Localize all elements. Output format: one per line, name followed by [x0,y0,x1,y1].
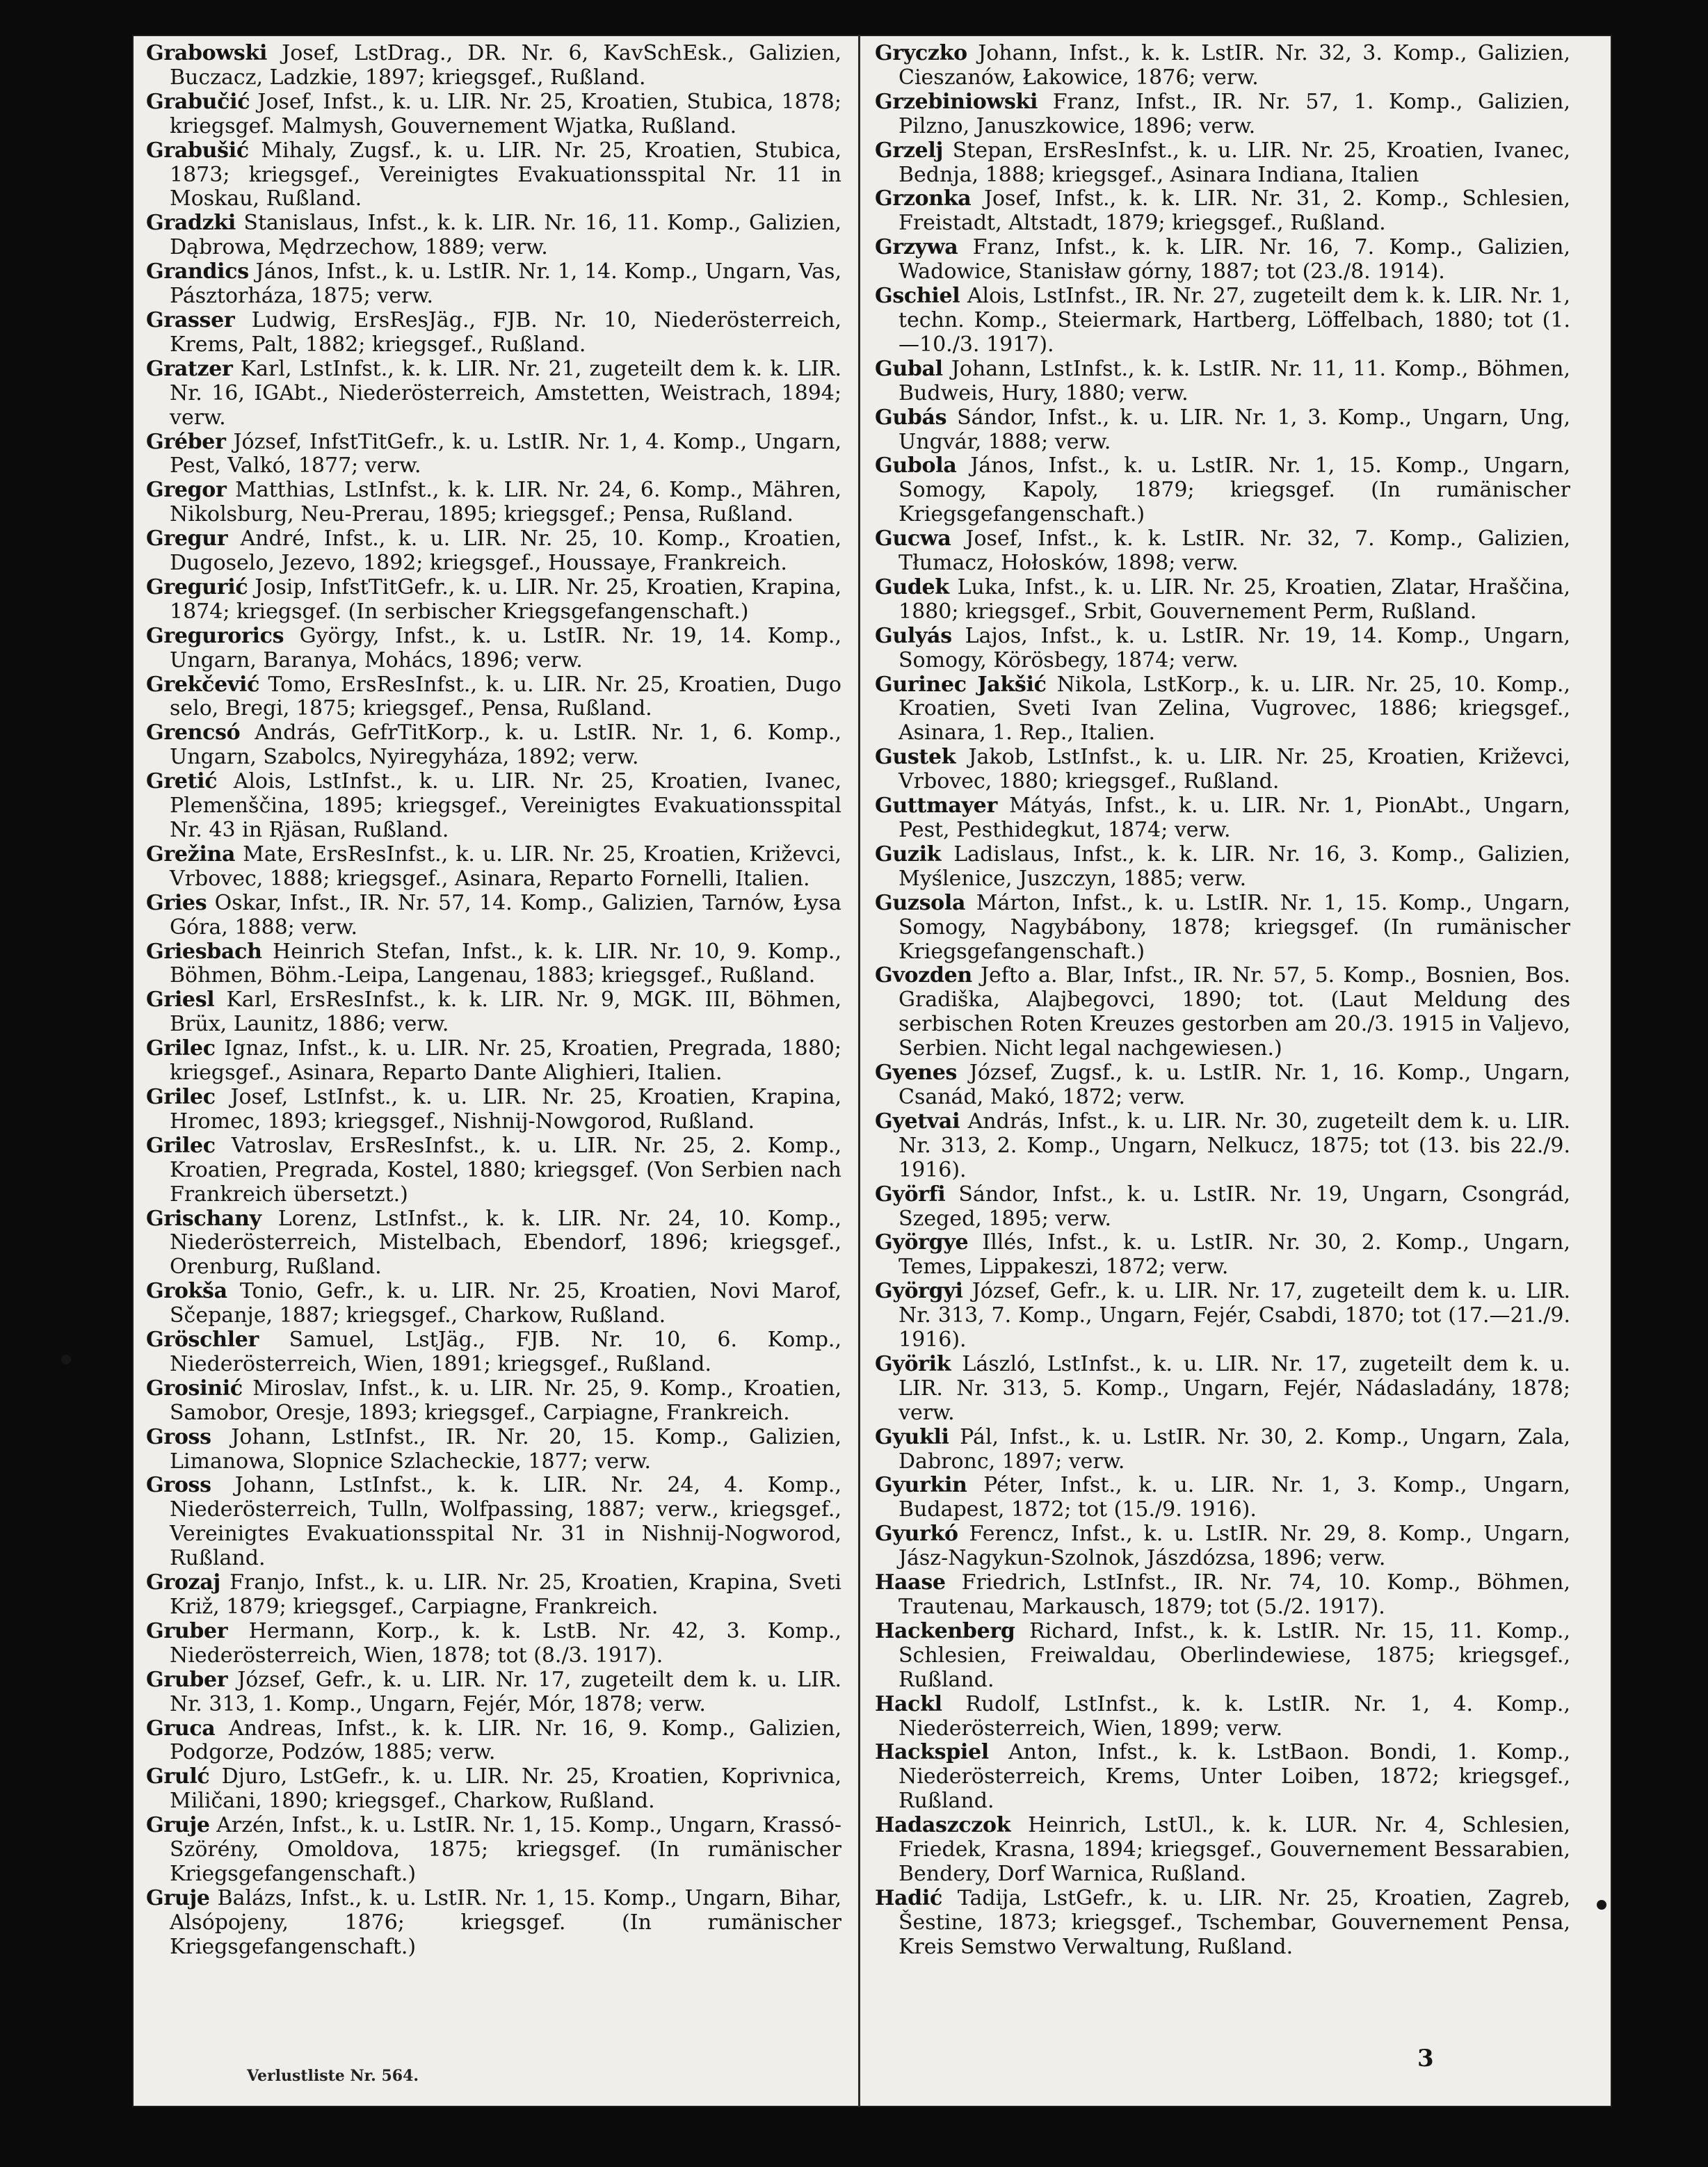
list-entry [875,1571,1570,1620]
entry-surname: Gyurkin [875,1473,967,1498]
list-entry [146,1620,841,1668]
entry-surname: Gradzki [146,211,236,236]
list-entry [875,1061,1570,1110]
entry-details: Alois, LstInfst., k. u. LIR. Nr. 25, Kroatien, Ivanec, Plemenščina, 1895; kriegsgef., Vereinigtes Evakuationsspital Nr. 43 in Rjäsan, Rußland. [170,769,841,842]
entry-details: Josef, Infst., k. k. LstIR. Nr. 32, 7. Komp., Galizien, Tłumacz, Hołosków, 1898; verw. [899,526,1570,576]
entry-surname: Gross [146,1473,211,1498]
list-entry [875,1474,1570,1522]
list-entry [875,187,1570,236]
entry-details: János, Infst., k. u. LstIR. Nr. 1, 15. Komp., Ungarn, Somogy, Kapoly, 1879; kriegsgef. (In rumänischer Kriegsgefangenschaft.) [899,453,1570,527]
entry-details: Pál, Infst., k. u. LstIR. Nr. 30, 2. Komp., Ungarn, Zala, Dabronc, 1897; verw. [899,1424,1570,1474]
list-entry [875,625,1570,673]
entry-details: András, Infst., k. u. LIR. Nr. 30, zugeteilt dem k. u. LIR. Nr. 313, 2. Komp., Ungarn, Nelkucz, 1875; tot (13. bis 22./9. 1916). [899,1109,1570,1182]
list-entry [146,988,841,1037]
entry-details: Josef, LstInfst., k. u. LIR. Nr. 25, Kroatien, Krapina, Hromec, 1893; kriegsgef., Nishnij-Nowgorod, Rußland. [170,1084,841,1134]
entry-surname: Gretić [146,769,218,794]
entry-surname: Guttmayer [875,794,997,819]
list-entry [875,746,1570,794]
list-entry [146,1207,841,1280]
entry-details: Lorenz, LstInfst., k. k. LIR. Nr. 24, 10. Komp., Niederösterreich, Mistelbach, Ebendorf, 1896; kriegsgef., Orenburg, Rußland. [170,1206,841,1280]
entry-surname: Grokša [146,1279,227,1304]
entry-details: André, Infst., k. u. LIR. Nr. 25, 10. Komp., Kroatien, Dugoselo, Jezevo, 1892; kriegsgef., Houssaye, Frankreich. [170,526,841,576]
entry-details: Heinrich, LstUl., k. k. LUR. Nr. 4, Schlesien, Friedek, Krasna, 1894; kriegsgef., Gouvernement Bessarabien, Bendery, Dorf Warnica, Rußland. [899,1813,1570,1886]
entry-details: Johann, Infst., k. k. LstIR. Nr. 32, 3. Komp., Galizien, Cieszanów, Łakowice, 1876; verw. [899,41,1570,90]
entry-details: Franz, Infst., k. k. LIR. Nr. 16, 7. Komp., Galizien, Wadowice, Stanisław górny, 1887; tot (23./8. 1914). [899,235,1570,284]
entry-surname: Grabučić [146,89,250,114]
entry-details: Franjo, Infst., k. u. LIR. Nr. 25, Kroatien, Krapina, Sveti Križ, 1879; kriegsgef., Carpiagne, Frankreich. [170,1570,841,1619]
entry-details: Karl, LstInfst., k. k. LIR. Nr. 21, zugeteilt dem k. k. LIR. Nr. 16, IGAbt., Niederösterreich, Amstetten, Weistrach, 1894; verw. [170,356,841,430]
entry-surname: Guzsola [875,890,966,915]
entry-details: Richard, Infst., k. k. LstIR. Nr. 15, 11. Komp., Schlesien, Freiwaldau, Oberlindewiese, 1875; kriegsgef., Rußland. [899,1618,1570,1692]
entry-surname: Grežina [146,841,236,867]
entry-details: László, LstInfst., k. u. LIR. Nr. 17, zugeteilt dem k. u. LIR. Nr. 313, 5. Komp., Ungarn, Fejér, Nádasladány, 1878; verw. [899,1351,1570,1425]
list-entry [146,673,841,722]
entry-details: József, Zugsf., k. u. LstIR. Nr. 1, 16. Komp., Ungarn, Csanád, Makó, 1872; verw. [899,1061,1570,1109]
scan-hole-mark [61,1355,71,1364]
list-entry [875,1231,1570,1280]
entry-details: Jefto a. Blar, Infst., IR. Nr. 57, 5. Komp., Bosnien, Bos. Gradiška, Alajbegovci, 1890; tot. (Laut Meldung des serbischen Roten Kreuzes gestorben am 20./3. 1915 in Valjevo, Serbien. Nicht legal nachgewiesen.) [899,963,1570,1061]
entry-details: Mátyás, Infst., k. u. LIR. Nr. 1, PionAbt., Ungarn, Pest, Pesthidegkut, 1874; verw. [899,794,1570,842]
entry-details: Mate, ErsResInfst., k. u. LIR. Nr. 25, Kroatien, Križevci, Vrbovec, 1888; kriegsgef., Asinara, Reparto Fornelli, Italien. [170,841,841,891]
entry-surname: Grzelj [875,138,943,163]
list-entry [146,940,841,989]
entry-details: József, InfstTitGefr., k. u. LstIR. Nr. 1, 4. Komp., Ungarn, Pest, Valkó, 1877; verw. [170,429,841,478]
entry-surname: Griesbach [146,939,262,964]
entry-details: Oskar, Infst., IR. Nr. 57, 14. Komp., Galizien, Tarnów, Łysa Góra, 1888; verw. [170,890,841,940]
entry-surname: Gyenes [875,1061,958,1086]
list-entry [875,1426,1570,1474]
entry-surname: Gruber [146,1667,228,1692]
entry-surname: Grasser [146,307,235,332]
list-entry [875,1693,1570,1741]
list-entry [146,770,841,843]
entry-surname: Grekčević [146,672,260,697]
entry-surname: Gschiel [875,284,960,309]
list-entry [146,1887,841,1960]
entry-surname: Györik [875,1351,951,1376]
list-entry [146,90,841,139]
list-entry [875,1522,1570,1571]
document-page [132,35,1612,2107]
entry-surname: Hackspiel [875,1740,989,1765]
entry-details: Samuel, LstJäg., FJB. Nr. 10, 6. Komp., Niederösterreich, Wien, 1891; kriegsgef., Rußland. [170,1328,841,1376]
list-entry [146,1426,841,1474]
entry-surname: Gubal [875,356,943,381]
list-entry [146,576,841,625]
entry-details: Ignaz, Infst., k. u. LIR. Nr. 25, Kroatien, Pregrada, 1880; kriegsgef., Asinara, Reparto Dante Alighieri, Italien. [170,1036,841,1086]
list-entry [875,892,1570,965]
list-entry [875,1814,1570,1887]
list-entry [146,478,841,527]
list-entry [875,1741,1570,1814]
entry-details: Péter, Infst., k. u. LIR. Nr. 1, 3. Komp., Ungarn, Budapest, 1872; tot (15./9. 1916). [899,1473,1570,1522]
entry-details: Johann, LstInfst., IR. Nr. 20, 15. Komp., Galizien, Limanowa, Slopnice Szlacheckie, 1877; verw. [170,1424,841,1474]
list-entry [146,1134,841,1207]
list-entry [875,357,1570,406]
entry-surname: Grencsó [146,720,241,746]
entry-details: Anton, Infst., k. k. LstBaon. Bondi, 1. Komp., Niederösterreich, Krems, Unter Loiben, 1872; kriegsgef., Rußland. [899,1740,1570,1814]
list-entry [146,1474,841,1571]
entry-details: Josef, LstDrag., DR. Nr. 6, KavSchEsk., Galizien, Buczacz, Ladzkie, 1897; kriegsgef., Rußland. [170,41,841,90]
entry-surname: Gyurkó [875,1522,958,1547]
entry-details: Ferencz, Infst., k. u. LstIR. Nr. 29, 8. Komp., Ungarn, Jász-Nagykun-Szolnok, Jászdózsa, 1896; verw. [899,1522,1570,1571]
entry-surname: Grandics [146,259,249,284]
entry-details: Johann, LstInfst., k. k. LIR. Nr. 24, 4. Komp., Niederösterreich, Tulln, Wolfpassing, 1887; verw., kriegsgef., Vereinigtes Evakuationsspital Nr. 31 in Nishnij-Nogworod, Rußland. [170,1473,841,1571]
list-entry [146,357,841,430]
list-entry [875,90,1570,139]
entry-surname: Gyetvai [875,1109,960,1134]
entry-surname: Gubola [875,453,957,478]
list-entry [875,527,1570,576]
entry-details: Mihaly, Zugsf., k. u. LIR. Nr. 25, Kroatien, Stubica, 1873; kriegsgef., Vereinigtes Evakuationsspital Nr. 11 in Moskau, Rußland. [170,138,841,211]
list-entry [875,1183,1570,1232]
list-entry [875,843,1570,892]
entry-details: Márton, Infst., k. u. LstIR. Nr. 1, 15. Komp., Ungarn, Somogy, Nagybábony, 1878; kriegsgef. (In rumänischer Kriegsgefangenschaft.) [899,890,1570,964]
entry-surname: Gregor [146,478,227,503]
list-entry [146,625,841,673]
entry-details: Stanislaus, Infst., k. k. LIR. Nr. 16, 11. Komp., Galizien, Dąbrowa, Mędrzechow, 1889; verw. [170,211,841,260]
entry-surname: Gucwa [875,526,951,551]
entry-details: Illés, Infst., k. u. LstIR. Nr. 30, 2. Komp., Ungarn, Temes, Lippakeszi, 1872; verw. [899,1230,1570,1280]
list-entry [875,139,1570,188]
entry-details: Sándor, Infst., k. u. LstIR. Nr. 19, Ungarn, Csongrád, Szeged, 1895; verw. [899,1182,1570,1231]
entry-surname: Gulyás [875,623,952,648]
entry-details: Nikola, LstKorp., k. u. LIR. Nr. 25, 10. Komp., Kroatien, Sveti Ivan Zelina, Vugrovec, 1886; kriegsgef., Asinara, 1. Rep., Italien. [899,672,1570,746]
entry-details: Vatroslav, ErsResInfst., k. u. LIR. Nr. 25, 2. Komp., Kroatien, Pregrada, Kostel, 1880; kriegsgef. (Von Serbien nach Frankreich übersetzt.) [170,1133,841,1207]
entry-details: Arzén, Infst., k. u. LstIR. Nr. 1, 15. Komp., Ungarn, Krassó-Szörény, Omoldova, 1875; kriegsgef. (In rumänischer Kriegsgefangenschaft.) [170,1813,841,1886]
entry-surname: Gross [146,1424,211,1449]
entry-details: János, Infst., k. u. LstIR. Nr. 1, 14. Komp., Ungarn, Vas, Pásztorháza, 1875; verw. [170,259,841,309]
entry-details: Tomo, ErsResInfst., k. u. LIR. Nr. 25, Kroatien, Dugo selo, Bregi, 1875; kriegsgef., Pensa, Rußland. [170,672,841,721]
list-entry [875,1280,1570,1353]
scan-hole-mark [1597,1900,1606,1910]
list-entry [146,1765,841,1814]
entry-details: Rudolf, LstInfst., k. k. LstIR. Nr. 1, 4. Komp., Niederösterreich, Wien, 1899; verw. [899,1691,1570,1741]
entry-surname: Gubás [875,405,947,430]
column-divider [858,35,860,2107]
entry-surname: Gregurić [146,574,248,599]
entry-surname: Gryczko [875,41,967,65]
entry-surname: Grilec [146,1133,216,1158]
entry-surname: Grzonka [875,186,972,211]
list-entry [146,309,841,357]
list-entry [875,406,1570,455]
entry-details: Luka, Infst., k. u. LIR. Nr. 25, Kroatien, Zlatar, Hraščina, 1880; kriegsgef., Srbit, Gouvernement Perm, Rußland. [899,574,1570,624]
entry-surname: Gries [146,890,207,915]
list-entry [146,721,841,770]
list-entry [875,576,1570,625]
entry-surname: Gruje [146,1813,210,1838]
entry-details: Franz, Infst., IR. Nr. 57, 1. Komp., Galizien, Pilzno, Januszkowice, 1896; verw. [899,89,1570,138]
list-entry [875,1353,1570,1426]
entry-surname: Györgyi [875,1279,963,1304]
list-entry [146,892,841,940]
entry-surname: Griesl [146,988,215,1013]
entry-details: Heinrich Stefan, Infst., k. k. LIR. Nr. 10, 9. Komp., Böhmen, Böhm.-Leipa, Langenau, 1883; kriegsgef., Rußland. [170,939,841,988]
list-entry [875,1887,1570,1960]
list-entry [146,527,841,576]
entry-details: Miroslav, Infst., k. u. LIR. Nr. 25, 9. Komp., Kroatien, Samobor, Oresje, 1893; kriegsgef., Carpiagne, Frankreich. [170,1376,841,1425]
entry-surname: Guzik [875,841,942,867]
list-entry [146,211,841,260]
entry-details: Matthias, LstInfst., k. k. LIR. Nr. 24, 6. Komp., Mähren, Nikolsburg, Neu-Prerau, 1895; kriegsgef.; Pensa, Rußland. [170,478,841,527]
entry-surname: Gregurorics [146,623,284,648]
entry-surname: Grilec [146,1036,216,1061]
entry-details: Jakob, LstInfst., k. u. LIR. Nr. 25, Kroatien, Križevci, Vrbovec, 1880; kriegsgef., Rußland. [899,745,1570,794]
entry-details: Andreas, Infst., k. k. LIR. Nr. 16, 9. Komp., Galizien, Podgorze, Podzów, 1885; verw. [170,1716,841,1765]
list-entry [146,1037,841,1086]
entry-details: Karl, ErsResInfst., k. k. LIR. Nr. 9, MGK. III, Böhmen, Brüx, Launitz, 1886; verw. [170,988,841,1037]
entry-surname: Gudek [875,574,949,599]
entry-surname: Gratzer [146,356,233,381]
entry-surname: Grzywa [875,235,958,260]
entry-details: József, Gefr., k. u. LIR. Nr. 17, zugeteilt dem k. u. LIR. Nr. 313, 1. Komp., Ungarn, Fejér, Mór, 1878; verw. [170,1667,841,1716]
entry-details: Sándor, Infst., k. u. LIR. Nr. 1, 3. Komp., Ungarn, Ung, Ungvár, 1888; verw. [899,405,1570,454]
list-entry [875,42,1570,90]
list-entry [146,1328,841,1377]
entry-details: Ludwig, ErsResJäg., FJB. Nr. 10, Niederösterreich, Krems, Palt, 1882; kriegsgef., Rußland. [170,307,841,357]
entry-surname: Gruber [146,1618,228,1643]
entry-details: András, GefrTitKorp., k. u. LstIR. Nr. 1, 6. Komp., Ungarn, Szabolcs, Nyiregyháza, 1892; verw. [170,720,841,770]
entry-details: Josef, Infst., k. k. LIR. Nr. 31, 2. Komp., Schlesien, Freistadt, Altstadt, 1879; kriegsgef., Rußland. [899,186,1570,236]
entry-details: György, Infst., k. u. LstIR. Nr. 19, 14. Komp., Ungarn, Baranya, Mohács, 1896; verw. [170,623,841,672]
entry-details: Stepan, ErsResInfst., k. u. LIR. Nr. 25, Kroatien, Ivanec, Bednja, 1888; kriegsgef., Asinara Indiana, Italien [899,138,1570,187]
entry-surname: Hadaszczok [875,1813,1011,1838]
entry-details: Johann, LstInfst., k. k. LstIR. Nr. 11, 11. Komp., Böhmen, Budweis, Hury, 1880; verw. [899,356,1570,405]
list-entry [875,284,1570,357]
entry-surname: Haase [875,1570,946,1595]
entry-details: Friedrich, LstInfst., IR. Nr. 74, 10. Komp., Böhmen, Trautenau, Markausch, 1879; tot (5./2. 1917). [899,1570,1570,1619]
entry-surname: Gröschler [146,1328,259,1353]
entry-details: Alois, LstInfst., IR. Nr. 27, zugeteilt dem k. k. LIR. Nr. 1, techn. Komp., Steiermark, Hartberg, Löffelbach, 1880; tot (1.—10./3. 1917). [899,284,1570,357]
list-entry [146,430,841,479]
list-entry [875,794,1570,843]
entry-surname: Gréber [146,429,226,454]
entry-surname: Grilec [146,1084,216,1109]
entry-surname: Grulć [146,1764,210,1789]
entry-details: Balázs, Infst., k. u. LstIR. Nr. 1, 15. Komp., Ungarn, Bihar, Alsópojeny, 1876; kriegsgef. (In rumänischer Kriegsgefangenschaft.) [170,1885,841,1959]
entry-details: Josip, InfstTitGefr., k. u. LIR. Nr. 25, Kroatien, Krapina, 1874; kriegsgef. (In serbischer Kriegsgefangenschaft.) [170,574,841,624]
list-entry [146,260,841,309]
list-entry [875,1620,1570,1693]
right-column [875,42,1570,1960]
list-entry [146,1717,841,1766]
list-entry [146,1668,841,1717]
entry-details: Ladislaus, Infst., k. k. LIR. Nr. 16, 3. Komp., Galizien, Myślenice, Juszczyn, 1885; verw. [899,841,1570,891]
entry-details: József, Gefr., k. u. LIR. Nr. 17, zugeteilt dem k. u. LIR. Nr. 313, 7. Komp., Ungarn, Fejér, Csabdi, 1870; tot (17.—21./9. 1916). [899,1279,1570,1353]
entry-surname: Grosinić [146,1376,243,1401]
left-column [146,42,841,1960]
list-entry [146,1377,841,1426]
entry-surname: Hadić [875,1885,942,1910]
list-entry [875,673,1570,746]
entry-surname: Grzebiniowski [875,89,1038,114]
entry-surname: Hackenberg [875,1618,1015,1643]
list-entry [875,454,1570,527]
entry-surname: Grozaj [146,1570,220,1595]
entry-details: Hermann, Korp., k. k. LstB. Nr. 42, 3. Komp., Niederösterreich, Wien, 1878; tot (8./3. 1917). [170,1618,841,1668]
list-entry [146,1280,841,1328]
list-entry [146,1086,841,1134]
entry-surname: Györfi [875,1182,946,1207]
list-entry [875,1110,1570,1183]
list-entry [146,843,841,892]
entry-surname: Gustek [875,745,956,770]
entry-surname: Gregur [146,526,228,551]
entry-details: Tonio, Gefr., k. u. LIR. Nr. 25, Kroatien, Novi Marof, Sčepanje, 1887; kriegsgef., Charkow, Rußland. [170,1279,841,1328]
entry-surname: Györgye [875,1230,969,1255]
list-entry [146,1814,841,1887]
list-entry [146,1571,841,1620]
page-number: 3 [1417,2045,1434,2072]
entry-surname: Gruca [146,1716,216,1741]
entry-details: Lajos, Infst., k. u. LstIR. Nr. 19, 14. Komp., Ungarn, Somogy, Körösbegy, 1874; verw. [899,623,1570,672]
entry-surname: Grabušić [146,138,249,163]
entry-details: Tadija, LstGefr., k. u. LIR. Nr. 25, Kroatien, Zagreb, Šestine, 1873; kriegsgef., Tschembar, Gouvernement Pensa, Kreis Semstwo Verwaltung, Rußland. [899,1885,1570,1959]
entry-surname: Grischany [146,1206,261,1231]
entry-surname: Gyukli [875,1424,949,1449]
entry-surname: Grabowski [146,41,268,65]
entry-surname: Gurinec Jakšić [875,672,1047,697]
list-entry [875,236,1570,284]
footer-list-label: Verlustliste Nr. 564. [247,2067,419,2085]
entry-details: Josef, Infst., k. u. LIR. Nr. 25, Kroatien, Stubica, 1878; kriegsgef. Malmysh, Gouvernement Wjatka, Rußland. [170,89,841,138]
entry-surname: Gruje [146,1885,210,1910]
list-entry [146,42,841,90]
entry-details: Djuro, LstGefr., k. u. LIR. Nr. 25, Kroatien, Koprivnica, Miličani, 1890; kriegsgef., Charkow, Rußland. [170,1764,841,1814]
entry-surname: Hackl [875,1691,942,1716]
list-entry [875,964,1570,1061]
list-entry [146,139,841,212]
entry-surname: Gvozden [875,963,972,988]
